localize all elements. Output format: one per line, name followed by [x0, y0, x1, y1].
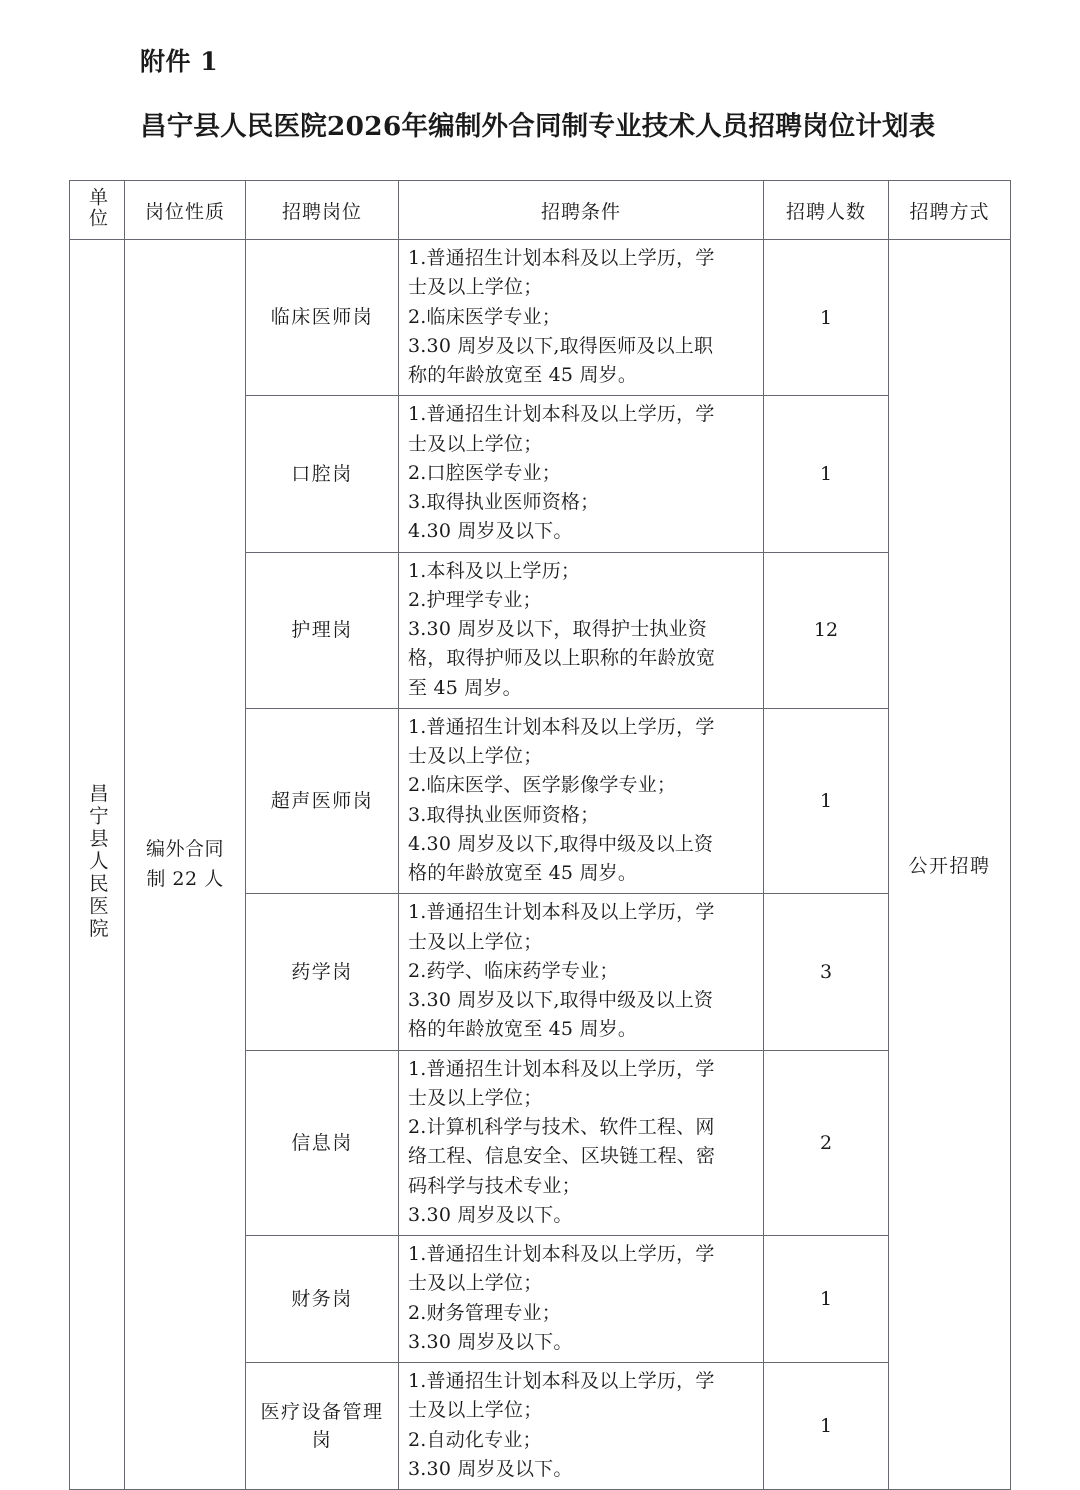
condition-line: 格，取得护师及以上职称的年龄放宽 — [408, 647, 716, 670]
condition-line: 1.普通招生计划本科及以上学历，学 — [408, 247, 715, 269]
condition-line: 1.本科及以上学历； — [408, 559, 581, 582]
header-method: 招聘方式 — [889, 181, 1011, 240]
post-name-cell: 医疗设备管理岗 — [246, 1363, 399, 1490]
condition-line: 士及以上学位； — [408, 1399, 543, 1422]
condition-line: 2.药学、临床药学专业； — [408, 959, 619, 982]
condition-line: 1.普通招生计划本科及以上学历，学 — [408, 1057, 715, 1080]
post-nature-cell: 编外合同制 22 人 — [125, 240, 246, 1490]
condition-line: 格的年龄放宽至 45 周岁。 — [408, 862, 638, 884]
unit-name: 昌宁县人民医院 — [85, 783, 109, 941]
condition-line: 士及以上学位； — [408, 432, 543, 455]
post-name-cell: 护理岗 — [246, 552, 399, 708]
condition-line: 1.普通招生计划本科及以上学历，学 — [408, 901, 715, 924]
headcount-cell: 1 — [764, 1236, 889, 1363]
condition-line: 3.30 周岁及以下。 — [408, 1203, 573, 1226]
condition-line: 士及以上学位； — [408, 745, 543, 767]
header-unit — [70, 181, 125, 240]
attachment-label: 附件 1 — [140, 47, 219, 76]
conditions-cell — [399, 1236, 764, 1363]
condition-line: 1.普通招生计划本科及以上学历，学 — [408, 1243, 715, 1265]
headcount-cell: 1 — [764, 708, 889, 894]
conditions-cell — [399, 1363, 764, 1490]
condition-line: 1.普通招生计划本科及以上学历，学 — [408, 1370, 715, 1392]
condition-line: 格的年龄放宽至 45 周岁。 — [408, 1018, 638, 1041]
condition-line: 2.财务管理专业； — [408, 1301, 561, 1324]
unit-cell — [70, 240, 125, 1490]
condition-line: 2.计算机科学与技术、软件工程、网 — [408, 1116, 715, 1138]
condition-line: 3.30 周岁及以下,取得医师及以上职 — [408, 334, 714, 357]
conditions-cell — [399, 396, 764, 552]
condition-line: 士及以上学位； — [408, 930, 543, 953]
headcount-cell: 1 — [764, 1363, 889, 1490]
header-post: 招聘岗位 — [246, 181, 399, 240]
conditions-cell — [399, 708, 764, 894]
post-name-cell: 药学岗 — [246, 894, 399, 1050]
header-count: 招聘人数 — [764, 181, 889, 240]
condition-line: 士及以上学位； — [408, 276, 543, 299]
headcount-cell: 12 — [764, 552, 889, 708]
condition-line: 码科学与技术专业； — [408, 1174, 581, 1197]
condition-line: 2.口腔医学专业； — [408, 461, 561, 484]
table-row — [70, 240, 1011, 396]
conditions-cell — [399, 552, 764, 708]
header-nature: 岗位性质 — [125, 181, 246, 240]
post-name-cell: 临床医师岗 — [246, 240, 399, 396]
condition-line: 络工程、信息安全、区块链工程、密 — [408, 1145, 716, 1168]
conditions-cell — [399, 1050, 764, 1236]
condition-line: 3.30 周岁及以下,取得中级及以上资 — [408, 989, 714, 1011]
condition-line: 2.临床医学、医学影像学专业； — [408, 774, 677, 797]
table-header — [70, 181, 1011, 240]
post-name-cell: 财务岗 — [246, 1236, 399, 1363]
page-title: 昌宁县人民医院2026年编制外合同制专业技术人员招聘岗位计划表 — [140, 111, 936, 142]
post-name-cell: 信息岗 — [246, 1050, 399, 1236]
condition-line: 4.30 周岁及以下。 — [408, 520, 573, 543]
headcount-cell: 1 — [764, 396, 889, 552]
condition-line: 1.普通招生计划本科及以上学历，学 — [408, 715, 715, 738]
condition-line: 至 45 周岁。 — [408, 676, 522, 699]
table-body — [70, 240, 1011, 1490]
condition-line: 2.护理学专业； — [408, 588, 542, 611]
recruitment-plan-table — [69, 180, 1011, 1490]
condition-line: 4.30 周岁及以下,取得中级及以上资 — [408, 832, 714, 855]
condition-line: 3.取得执业医师资格； — [408, 803, 600, 826]
condition-line: 3.30 周岁及以下。 — [408, 1457, 573, 1480]
recruitment-method-cell: 公开招聘 — [889, 240, 1011, 1490]
table-header-row — [70, 181, 1011, 240]
header-conditions: 招聘条件 — [399, 181, 764, 240]
condition-line: 称的年龄放宽至 45 周岁。 — [408, 364, 638, 386]
condition-line: 士及以上学位； — [408, 1086, 543, 1109]
condition-line: 2.临床医学专业； — [408, 305, 561, 328]
post-name-cell: 口腔岗 — [246, 396, 399, 552]
header-unit-label: 单位 — [86, 186, 109, 229]
post-name-cell: 超声医师岗 — [246, 708, 399, 894]
conditions-cell — [399, 894, 764, 1050]
headcount-cell: 3 — [764, 894, 889, 1050]
conditions-cell — [399, 240, 764, 396]
condition-line: 3.30 周岁及以下。 — [408, 1330, 573, 1353]
headcount-cell: 1 — [764, 240, 889, 396]
condition-line: 士及以上学位； — [408, 1272, 543, 1295]
condition-line: 1.普通招生计划本科及以上学历，学 — [408, 403, 715, 426]
condition-line: 2.自动化专业； — [408, 1428, 542, 1451]
condition-line: 3.30 周岁及以下，取得护士执业资 — [408, 618, 707, 640]
condition-line: 3.取得执业医师资格； — [408, 491, 600, 513]
headcount-cell: 2 — [764, 1050, 889, 1236]
